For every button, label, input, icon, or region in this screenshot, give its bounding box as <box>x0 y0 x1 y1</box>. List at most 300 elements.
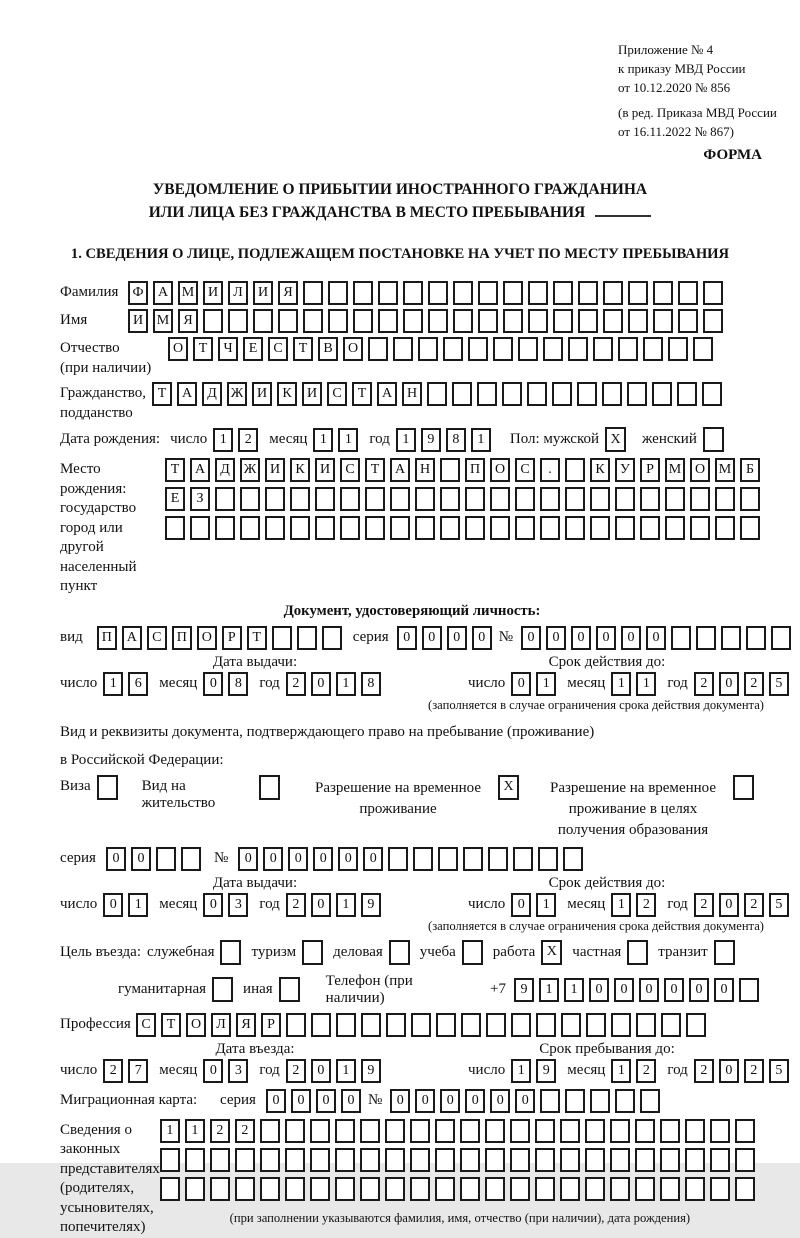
char-box[interactable]: С <box>268 337 288 361</box>
char-box[interactable]: У <box>615 458 635 482</box>
char-box[interactable] <box>560 1148 580 1172</box>
option-checkbox[interactable] <box>212 977 233 1002</box>
char-box[interactable] <box>160 1148 180 1172</box>
char-box[interactable] <box>278 309 298 333</box>
char-box[interactable] <box>361 1013 381 1037</box>
char-box[interactable]: 0 <box>689 978 709 1002</box>
char-box[interactable] <box>290 516 310 540</box>
char-box[interactable] <box>652 382 672 406</box>
char-box[interactable] <box>636 1013 656 1037</box>
char-box[interactable] <box>503 281 523 305</box>
char-box[interactable]: Л <box>228 281 248 305</box>
char-box[interactable] <box>310 1119 330 1143</box>
char-box[interactable]: Н <box>415 458 435 482</box>
char-box[interactable] <box>685 1177 705 1201</box>
char-box[interactable] <box>215 487 235 511</box>
char-box[interactable] <box>590 1089 610 1113</box>
char-box[interactable]: А <box>153 281 173 305</box>
char-box[interactable]: 0 <box>589 978 609 1002</box>
day-box[interactable]: 1 <box>128 893 148 917</box>
char-box[interactable]: 0 <box>596 626 616 650</box>
char-box[interactable]: Р <box>640 458 660 482</box>
char-box[interactable] <box>603 309 623 333</box>
char-box[interactable] <box>611 1013 631 1037</box>
char-box[interactable] <box>415 516 435 540</box>
char-box[interactable] <box>578 281 598 305</box>
char-box[interactable] <box>536 1013 556 1037</box>
option-checkbox[interactable]: X <box>541 940 562 965</box>
char-box[interactable]: О <box>197 626 217 650</box>
char-box[interactable] <box>643 337 663 361</box>
char-box[interactable]: 0 <box>714 978 734 1002</box>
month-box[interactable]: 1 <box>611 672 631 696</box>
char-box[interactable] <box>665 516 685 540</box>
char-box[interactable] <box>235 1177 255 1201</box>
char-box[interactable] <box>735 1177 755 1201</box>
char-box[interactable] <box>185 1148 205 1172</box>
day-box[interactable]: 0 <box>511 893 531 917</box>
char-box[interactable] <box>253 309 273 333</box>
char-box[interactable] <box>272 626 292 650</box>
char-box[interactable] <box>310 1177 330 1201</box>
year-box[interactable]: 9 <box>421 428 441 452</box>
char-box[interactable] <box>415 487 435 511</box>
residence-permit-checkbox[interactable] <box>259 775 280 800</box>
char-box[interactable] <box>502 382 522 406</box>
char-box[interactable]: И <box>265 458 285 482</box>
day-box[interactable]: 1 <box>536 672 556 696</box>
char-box[interactable] <box>640 1089 660 1113</box>
char-box[interactable]: Т <box>365 458 385 482</box>
char-box[interactable] <box>735 1119 755 1143</box>
char-box[interactable] <box>510 1148 530 1172</box>
char-box[interactable] <box>565 1089 585 1113</box>
char-box[interactable]: Я <box>278 281 298 305</box>
char-box[interactable]: 0 <box>131 847 151 871</box>
char-box[interactable]: Т <box>165 458 185 482</box>
char-box[interactable] <box>290 487 310 511</box>
char-box[interactable]: Т <box>247 626 267 650</box>
char-box[interactable] <box>240 487 260 511</box>
char-box[interactable]: 0 <box>263 847 283 871</box>
char-box[interactable] <box>368 337 388 361</box>
char-box[interactable] <box>635 1119 655 1143</box>
char-box[interactable] <box>378 309 398 333</box>
char-box[interactable] <box>510 1177 530 1201</box>
option-checkbox[interactable] <box>389 940 410 965</box>
month-box[interactable]: 0 <box>203 1059 223 1083</box>
char-box[interactable] <box>285 1148 305 1172</box>
day-box[interactable]: 2 <box>103 1059 123 1083</box>
char-box[interactable] <box>510 1119 530 1143</box>
char-box[interactable] <box>543 337 563 361</box>
char-box[interactable] <box>465 487 485 511</box>
year-box[interactable]: 2 <box>286 893 306 917</box>
char-box[interactable] <box>165 516 185 540</box>
char-box[interactable] <box>640 516 660 540</box>
temp-residence-checkbox[interactable]: X <box>498 775 519 800</box>
char-box[interactable]: И <box>252 382 272 406</box>
char-box[interactable] <box>553 309 573 333</box>
char-box[interactable] <box>628 281 648 305</box>
char-box[interactable] <box>615 516 635 540</box>
char-box[interactable] <box>635 1148 655 1172</box>
char-box[interactable] <box>671 626 691 650</box>
char-box[interactable]: Ф <box>128 281 148 305</box>
char-box[interactable]: О <box>490 458 510 482</box>
visa-checkbox[interactable] <box>97 775 118 800</box>
char-box[interactable] <box>190 516 210 540</box>
char-box[interactable] <box>478 309 498 333</box>
char-box[interactable] <box>453 309 473 333</box>
char-box[interactable] <box>285 1119 305 1143</box>
char-box[interactable] <box>565 487 585 511</box>
char-box[interactable]: 2 <box>235 1119 255 1143</box>
char-box[interactable] <box>303 281 323 305</box>
char-box[interactable] <box>660 1119 680 1143</box>
char-box[interactable] <box>156 847 176 871</box>
char-box[interactable] <box>335 1177 355 1201</box>
year-box[interactable]: 1 <box>336 893 356 917</box>
char-box[interactable]: П <box>97 626 117 650</box>
char-box[interactable] <box>353 281 373 305</box>
char-box[interactable] <box>678 281 698 305</box>
char-box[interactable] <box>410 1177 430 1201</box>
char-box[interactable]: . <box>540 458 560 482</box>
char-box[interactable] <box>685 1148 705 1172</box>
char-box[interactable]: 1 <box>539 978 559 1002</box>
char-box[interactable]: О <box>343 337 363 361</box>
char-box[interactable] <box>465 516 485 540</box>
char-box[interactable] <box>328 281 348 305</box>
char-box[interactable]: 0 <box>422 626 442 650</box>
month-box[interactable]: 0 <box>203 893 223 917</box>
char-box[interactable]: 9 <box>514 978 534 1002</box>
char-box[interactable]: 0 <box>571 626 591 650</box>
char-box[interactable]: 1 <box>160 1119 180 1143</box>
char-box[interactable]: А <box>377 382 397 406</box>
char-box[interactable] <box>385 1148 405 1172</box>
year-box[interactable]: 5 <box>769 672 789 696</box>
char-box[interactable]: А <box>177 382 197 406</box>
year-box[interactable]: 2 <box>694 1059 714 1083</box>
char-box[interactable] <box>265 516 285 540</box>
char-box[interactable] <box>360 1177 380 1201</box>
char-box[interactable]: А <box>390 458 410 482</box>
char-box[interactable] <box>561 1013 581 1037</box>
char-box[interactable] <box>560 1119 580 1143</box>
char-box[interactable]: Д <box>202 382 222 406</box>
char-box[interactable]: 0 <box>664 978 684 1002</box>
year-box[interactable]: 2 <box>694 672 714 696</box>
char-box[interactable] <box>740 516 760 540</box>
char-box[interactable]: 0 <box>546 626 566 650</box>
char-box[interactable]: Е <box>243 337 263 361</box>
char-box[interactable] <box>690 487 710 511</box>
char-box[interactable]: И <box>128 309 148 333</box>
char-box[interactable]: 0 <box>646 626 666 650</box>
char-box[interactable] <box>653 309 673 333</box>
char-box[interactable]: М <box>715 458 735 482</box>
year-box[interactable]: 2 <box>744 893 764 917</box>
char-box[interactable]: 0 <box>490 1089 510 1113</box>
sex-male-checkbox[interactable]: X <box>605 427 626 452</box>
char-box[interactable] <box>715 487 735 511</box>
char-box[interactable]: 0 <box>238 847 258 871</box>
char-box[interactable]: С <box>340 458 360 482</box>
char-box[interactable]: 0 <box>614 978 634 1002</box>
char-box[interactable] <box>460 1148 480 1172</box>
char-box[interactable] <box>690 516 710 540</box>
char-box[interactable]: К <box>590 458 610 482</box>
char-box[interactable] <box>210 1148 230 1172</box>
year-box[interactable]: 0 <box>719 893 739 917</box>
char-box[interactable] <box>203 309 223 333</box>
year-box[interactable]: 1 <box>396 428 416 452</box>
char-box[interactable] <box>360 1148 380 1172</box>
char-box[interactable]: И <box>203 281 223 305</box>
char-box[interactable]: 0 <box>288 847 308 871</box>
year-box[interactable]: 0 <box>719 1059 739 1083</box>
char-box[interactable] <box>353 309 373 333</box>
year-box[interactable]: 5 <box>769 893 789 917</box>
char-box[interactable] <box>610 1119 630 1143</box>
char-box[interactable]: 0 <box>621 626 641 650</box>
option-checkbox[interactable] <box>627 940 648 965</box>
char-box[interactable]: 0 <box>521 626 541 650</box>
char-box[interactable] <box>615 1089 635 1113</box>
char-box[interactable]: Т <box>293 337 313 361</box>
char-box[interactable] <box>703 309 723 333</box>
char-box[interactable] <box>515 487 535 511</box>
char-box[interactable] <box>386 1013 406 1037</box>
char-box[interactable] <box>435 1148 455 1172</box>
char-box[interactable]: П <box>172 626 192 650</box>
char-box[interactable] <box>378 281 398 305</box>
char-box[interactable] <box>615 487 635 511</box>
char-box[interactable]: 0 <box>106 847 126 871</box>
char-box[interactable] <box>388 847 408 871</box>
char-box[interactable]: М <box>153 309 173 333</box>
char-box[interactable] <box>527 382 547 406</box>
month-box[interactable]: 0 <box>203 672 223 696</box>
char-box[interactable] <box>411 1013 431 1037</box>
char-box[interactable]: 0 <box>515 1089 535 1113</box>
month-box[interactable]: 1 <box>611 1059 631 1083</box>
char-box[interactable] <box>365 487 385 511</box>
char-box[interactable] <box>590 487 610 511</box>
char-box[interactable] <box>610 1148 630 1172</box>
char-box[interactable] <box>696 626 716 650</box>
char-box[interactable] <box>286 1013 306 1037</box>
char-box[interactable] <box>710 1119 730 1143</box>
char-box[interactable]: К <box>290 458 310 482</box>
char-box[interactable] <box>593 337 613 361</box>
char-box[interactable]: Т <box>161 1013 181 1037</box>
char-box[interactable] <box>260 1177 280 1201</box>
char-box[interactable] <box>602 382 622 406</box>
year-box[interactable]: 9 <box>361 1059 381 1083</box>
year-box[interactable]: 2 <box>286 1059 306 1083</box>
char-box[interactable] <box>553 281 573 305</box>
char-box[interactable]: Н <box>402 382 422 406</box>
char-box[interactable] <box>235 1148 255 1172</box>
char-box[interactable]: 1 <box>185 1119 205 1143</box>
option-checkbox[interactable] <box>462 940 483 965</box>
char-box[interactable]: Б <box>740 458 760 482</box>
year-box[interactable]: 2 <box>744 1059 764 1083</box>
char-box[interactable] <box>618 337 638 361</box>
char-box[interactable] <box>385 1177 405 1201</box>
char-box[interactable]: И <box>253 281 273 305</box>
char-box[interactable] <box>435 1119 455 1143</box>
year-box[interactable]: 0 <box>311 672 331 696</box>
char-box[interactable] <box>322 626 342 650</box>
char-box[interactable] <box>315 487 335 511</box>
char-box[interactable] <box>335 1119 355 1143</box>
char-box[interactable] <box>740 487 760 511</box>
char-box[interactable] <box>440 458 460 482</box>
char-box[interactable] <box>336 1013 356 1037</box>
char-box[interactable] <box>540 1089 560 1113</box>
day-box[interactable]: 1 <box>213 428 233 452</box>
char-box[interactable] <box>440 516 460 540</box>
char-box[interactable]: 0 <box>341 1089 361 1113</box>
char-box[interactable] <box>228 309 248 333</box>
char-box[interactable]: З <box>190 487 210 511</box>
char-box[interactable] <box>693 337 713 361</box>
char-box[interactable] <box>463 847 483 871</box>
char-box[interactable]: 0 <box>447 626 467 650</box>
char-box[interactable]: 0 <box>440 1089 460 1113</box>
year-box[interactable]: 0 <box>719 672 739 696</box>
year-box[interactable]: 8 <box>361 672 381 696</box>
education-residence-checkbox[interactable] <box>733 775 754 800</box>
char-box[interactable] <box>503 309 523 333</box>
char-box[interactable] <box>477 382 497 406</box>
char-box[interactable] <box>390 516 410 540</box>
day-box[interactable]: 2 <box>238 428 258 452</box>
char-box[interactable] <box>635 1177 655 1201</box>
char-box[interactable] <box>315 516 335 540</box>
char-box[interactable] <box>365 516 385 540</box>
char-box[interactable] <box>428 309 448 333</box>
char-box[interactable]: 0 <box>316 1089 336 1113</box>
char-box[interactable] <box>403 309 423 333</box>
char-box[interactable] <box>360 1119 380 1143</box>
year-box[interactable]: 1 <box>336 672 356 696</box>
year-box[interactable]: 9 <box>361 893 381 917</box>
char-box[interactable]: 0 <box>363 847 383 871</box>
char-box[interactable] <box>185 1177 205 1201</box>
char-box[interactable] <box>660 1148 680 1172</box>
char-box[interactable] <box>685 1119 705 1143</box>
char-box[interactable]: Ч <box>218 337 238 361</box>
char-box[interactable] <box>413 847 433 871</box>
char-box[interactable] <box>710 1148 730 1172</box>
char-box[interactable]: П <box>465 458 485 482</box>
char-box[interactable] <box>493 337 513 361</box>
char-box[interactable] <box>340 487 360 511</box>
char-box[interactable]: 0 <box>338 847 358 871</box>
char-box[interactable] <box>486 1013 506 1037</box>
char-box[interactable] <box>628 309 648 333</box>
char-box[interactable]: 0 <box>397 626 417 650</box>
char-box[interactable] <box>565 458 585 482</box>
char-box[interactable] <box>485 1148 505 1172</box>
day-box[interactable]: 9 <box>536 1059 556 1083</box>
char-box[interactable] <box>240 516 260 540</box>
char-box[interactable]: В <box>318 337 338 361</box>
char-box[interactable]: 0 <box>291 1089 311 1113</box>
char-box[interactable]: 0 <box>390 1089 410 1113</box>
char-box[interactable] <box>538 847 558 871</box>
char-box[interactable] <box>535 1148 555 1172</box>
char-box[interactable]: К <box>277 382 297 406</box>
char-box[interactable]: 0 <box>465 1089 485 1113</box>
char-box[interactable] <box>590 516 610 540</box>
char-box[interactable]: С <box>515 458 535 482</box>
month-box[interactable]: 3 <box>228 1059 248 1083</box>
char-box[interactable] <box>702 382 722 406</box>
char-box[interactable] <box>528 281 548 305</box>
month-box[interactable]: 1 <box>636 672 656 696</box>
char-box[interactable]: Я <box>178 309 198 333</box>
char-box[interactable]: И <box>315 458 335 482</box>
year-box[interactable]: 2 <box>694 893 714 917</box>
char-box[interactable] <box>552 382 572 406</box>
char-box[interactable] <box>443 337 463 361</box>
char-box[interactable] <box>739 978 759 1002</box>
char-box[interactable] <box>410 1119 430 1143</box>
char-box[interactable] <box>563 847 583 871</box>
char-box[interactable] <box>578 309 598 333</box>
char-box[interactable] <box>490 516 510 540</box>
char-box[interactable] <box>328 309 348 333</box>
year-box[interactable]: 0 <box>311 1059 331 1083</box>
char-box[interactable] <box>686 1013 706 1037</box>
char-box[interactable]: С <box>147 626 167 650</box>
char-box[interactable]: 0 <box>639 978 659 1002</box>
char-box[interactable] <box>715 516 735 540</box>
option-checkbox[interactable] <box>279 977 300 1002</box>
year-box[interactable]: 2 <box>286 672 306 696</box>
month-box[interactable]: 2 <box>636 893 656 917</box>
char-box[interactable]: Т <box>193 337 213 361</box>
char-box[interactable]: О <box>186 1013 206 1037</box>
char-box[interactable]: Я <box>236 1013 256 1037</box>
char-box[interactable] <box>528 309 548 333</box>
char-box[interactable] <box>560 1177 580 1201</box>
char-box[interactable] <box>435 1177 455 1201</box>
char-box[interactable] <box>515 516 535 540</box>
char-box[interactable] <box>210 1177 230 1201</box>
char-box[interactable] <box>535 1177 555 1201</box>
char-box[interactable]: Т <box>352 382 372 406</box>
char-box[interactable] <box>460 1119 480 1143</box>
char-box[interactable] <box>568 337 588 361</box>
day-box[interactable]: 1 <box>103 672 123 696</box>
year-box[interactable]: 1 <box>336 1059 356 1083</box>
char-box[interactable] <box>610 1177 630 1201</box>
char-box[interactable] <box>490 487 510 511</box>
char-box[interactable] <box>665 487 685 511</box>
day-box[interactable]: 6 <box>128 672 148 696</box>
char-box[interactable] <box>453 281 473 305</box>
char-box[interactable] <box>285 1177 305 1201</box>
option-checkbox[interactable] <box>302 940 323 965</box>
char-box[interactable]: Р <box>222 626 242 650</box>
